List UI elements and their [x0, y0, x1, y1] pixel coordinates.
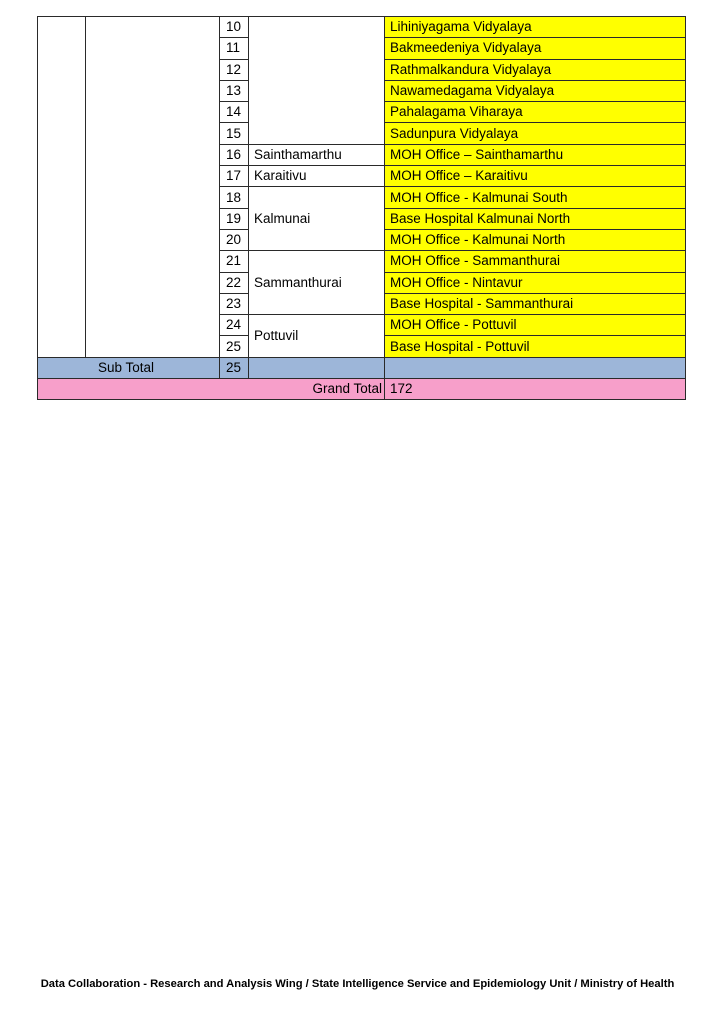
- grand-total-row: [38, 379, 686, 400]
- centers-table: [37, 16, 686, 400]
- row-number: 23: [220, 293, 249, 314]
- place-name: MOH Office - Nintavur: [385, 272, 686, 293]
- row-number: 14: [220, 102, 249, 123]
- row-number: 21: [220, 251, 249, 272]
- row-number: 22: [220, 272, 249, 293]
- table-row: [38, 17, 686, 38]
- region-cell: [86, 17, 220, 358]
- place-name: Lihiniyagama Vidyalaya: [385, 17, 686, 38]
- area-name: Sainthamarthu: [249, 144, 385, 165]
- row-number: 25: [220, 336, 249, 357]
- row-number: 18: [220, 187, 249, 208]
- sub-total-label: Sub Total: [38, 357, 220, 378]
- area-name: Kalmunai: [249, 187, 385, 251]
- place-name: Base Hospital - Sammanthurai: [385, 293, 686, 314]
- area-cell: [249, 17, 385, 145]
- district-cell: [38, 17, 86, 358]
- place-name: Rathmalkandura Vidyalaya: [385, 59, 686, 80]
- row-number: 12: [220, 59, 249, 80]
- place-name: Base Hospital - Pottuvil: [385, 336, 686, 357]
- place-name: Bakmeedeniya Vidyalaya: [385, 38, 686, 59]
- area-name: Sammanthurai: [249, 251, 385, 315]
- sub-total-empty-cell: [385, 357, 686, 378]
- place-name: Sadunpura Vidyalaya: [385, 123, 686, 144]
- place-name: MOH Office - Sammanthurai: [385, 251, 686, 272]
- sub-total-empty-cell: [249, 357, 385, 378]
- page-footer: Data Collaboration - Research and Analysis Wing / State Intelligence Service and Epidemiology Unit / Ministry of Health: [40, 978, 675, 990]
- area-name: Karaitivu: [249, 166, 385, 187]
- place-name: Nawamedagama Vidyalaya: [385, 80, 686, 101]
- place-name: MOH Office - Pottuvil: [385, 315, 686, 336]
- row-number: 10: [220, 17, 249, 38]
- place-name: MOH Office - Kalmunai North: [385, 229, 686, 250]
- area-name: Pottuvil: [249, 315, 385, 358]
- place-name: MOH Office - Kalmunai South: [385, 187, 686, 208]
- place-name: MOH Office – Karaitivu: [385, 166, 686, 187]
- row-number: 19: [220, 208, 249, 229]
- row-number: 17: [220, 166, 249, 187]
- row-number: 16: [220, 144, 249, 165]
- row-number: 13: [220, 80, 249, 101]
- row-number: 11: [220, 38, 249, 59]
- row-number: 15: [220, 123, 249, 144]
- place-name: Pahalagama Viharaya: [385, 102, 686, 123]
- place-name: MOH Office – Sainthamarthu: [385, 144, 686, 165]
- grand-total-count: 172: [385, 379, 686, 400]
- row-number: 24: [220, 315, 249, 336]
- place-name: Base Hospital Kalmunai North: [385, 208, 686, 229]
- sub-total-count: 25: [220, 357, 249, 378]
- sub-total-row: [38, 357, 686, 378]
- grand-total-label: Grand Total: [38, 379, 385, 400]
- row-number: 20: [220, 229, 249, 250]
